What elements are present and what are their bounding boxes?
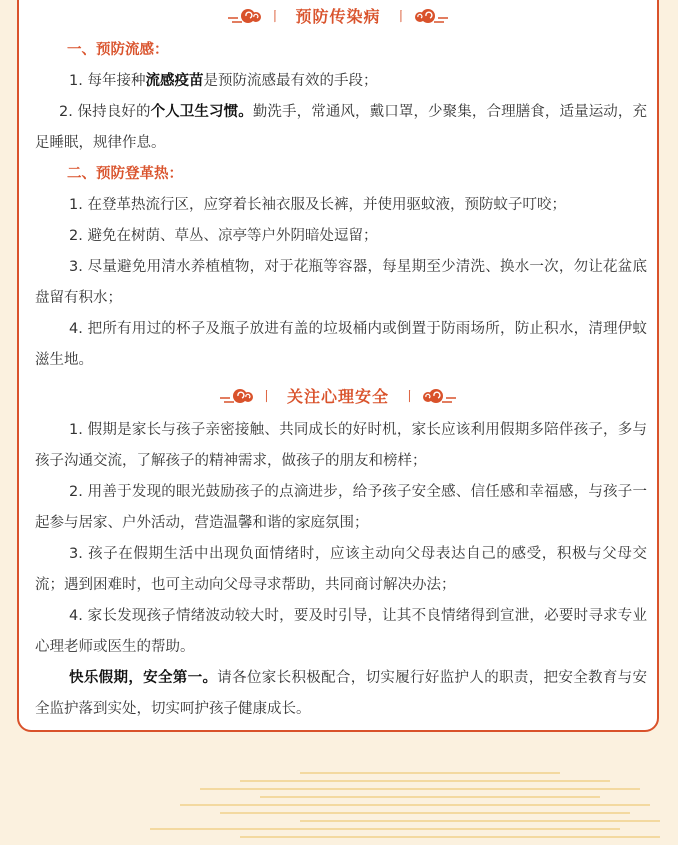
text: 请各位家长积极配合，切实履行好监护人的职责，把安全教育与安全监护落到实处，切实呵护孩子健康成长。 — [35, 670, 648, 717]
paragraph-flu-1 — [35, 66, 647, 97]
bold-text: 流感疫苗 — [145, 73, 204, 89]
paragraph-mental-4: 4. 家长发现孩子情绪波动较大时，要及时引导，让其不良情绪得到宣泄，必要时寻求专业心理老师或医生的帮助。 — [35, 608, 647, 655]
divider-bar: 丨 — [403, 390, 417, 405]
paragraph-dengue-3: 3. 尽量避免用清水养植植物，对于花瓶等容器，每星期至少清洗、换水一次，勿让花盆底盘留有积水； — [35, 259, 647, 306]
content-card — [17, 0, 659, 732]
paragraph-mental-2: 2. 用善于发现的眼光鼓励孩子的点滴进步，给予孩子安全感、信任感和幸福感，与孩子一起参与居家、户外活动，营造温馨和谐的家庭氛围； — [35, 484, 647, 531]
paragraph-mental-1: 1. 假期是家长与孩子亲密接触、共同成长的好时机，家长应该利用假期多陪伴孩子，多与孩子沟通交流，了解孩子的精神需求，做孩子的朋友和榜样； — [35, 422, 647, 469]
text: 勤洗手，常通风，戴口罩，少聚集，合理膳食，适量运动，充足睡眠，规律作息。 — [35, 104, 648, 151]
text: 是预防流感最有效的手段； — [203, 73, 378, 89]
divider-bar: 丨 — [268, 10, 282, 25]
auspicious-cloud-left-icon — [218, 386, 258, 406]
subheading-dengue: 二、预防登革热： — [67, 166, 183, 182]
paragraph-dengue-2: 2. 避免在树荫、草丛、凉亭等户外阴暗处逗留； — [69, 228, 378, 244]
auspicious-cloud-left-icon — [226, 6, 266, 26]
text: 1. 每年接种 — [69, 73, 146, 89]
decorative-stripes — [0, 765, 678, 845]
text: 2. 保持良好的 — [59, 104, 151, 120]
bold-text: 快乐假期，安全第一。 — [69, 670, 218, 686]
paragraph-flu-2 — [35, 97, 647, 159]
divider-bar: 丨 — [394, 10, 408, 25]
subheading-flu: 一、预防流感： — [67, 42, 169, 58]
section-title: 关注心理安全 — [286, 387, 389, 406]
auspicious-cloud-right-icon — [418, 386, 458, 406]
paragraph-dengue-1: 1. 在登革热流行区，应穿着长袖衣服及长裤，并使用驱蚊液，预防蚊子叮咬； — [69, 197, 566, 213]
bold-text: 个人卫生习惯。 — [150, 104, 253, 120]
divider-bar: 丨 — [259, 390, 273, 405]
section-heading-mental — [19, 384, 657, 407]
paragraph-dengue-4: 4. 把所有用过的杯子及瓶子放进有盖的垃圾桶内或倒置于防雨场所，防止积水，清理伊蚊滋生地。 — [35, 321, 647, 368]
section-title: 预防传染病 — [295, 7, 381, 26]
section-heading-disease — [19, 4, 657, 27]
closing-paragraph — [35, 663, 647, 725]
auspicious-cloud-right-icon — [410, 6, 450, 26]
paragraph-mental-3: 3. 孩子在假期生活中出现负面情绪时，应该主动向父母表达自己的感受，积极与父母交流；遇到困难时，也可主动向父母寻求帮助，共同商讨解决办法； — [35, 546, 647, 593]
